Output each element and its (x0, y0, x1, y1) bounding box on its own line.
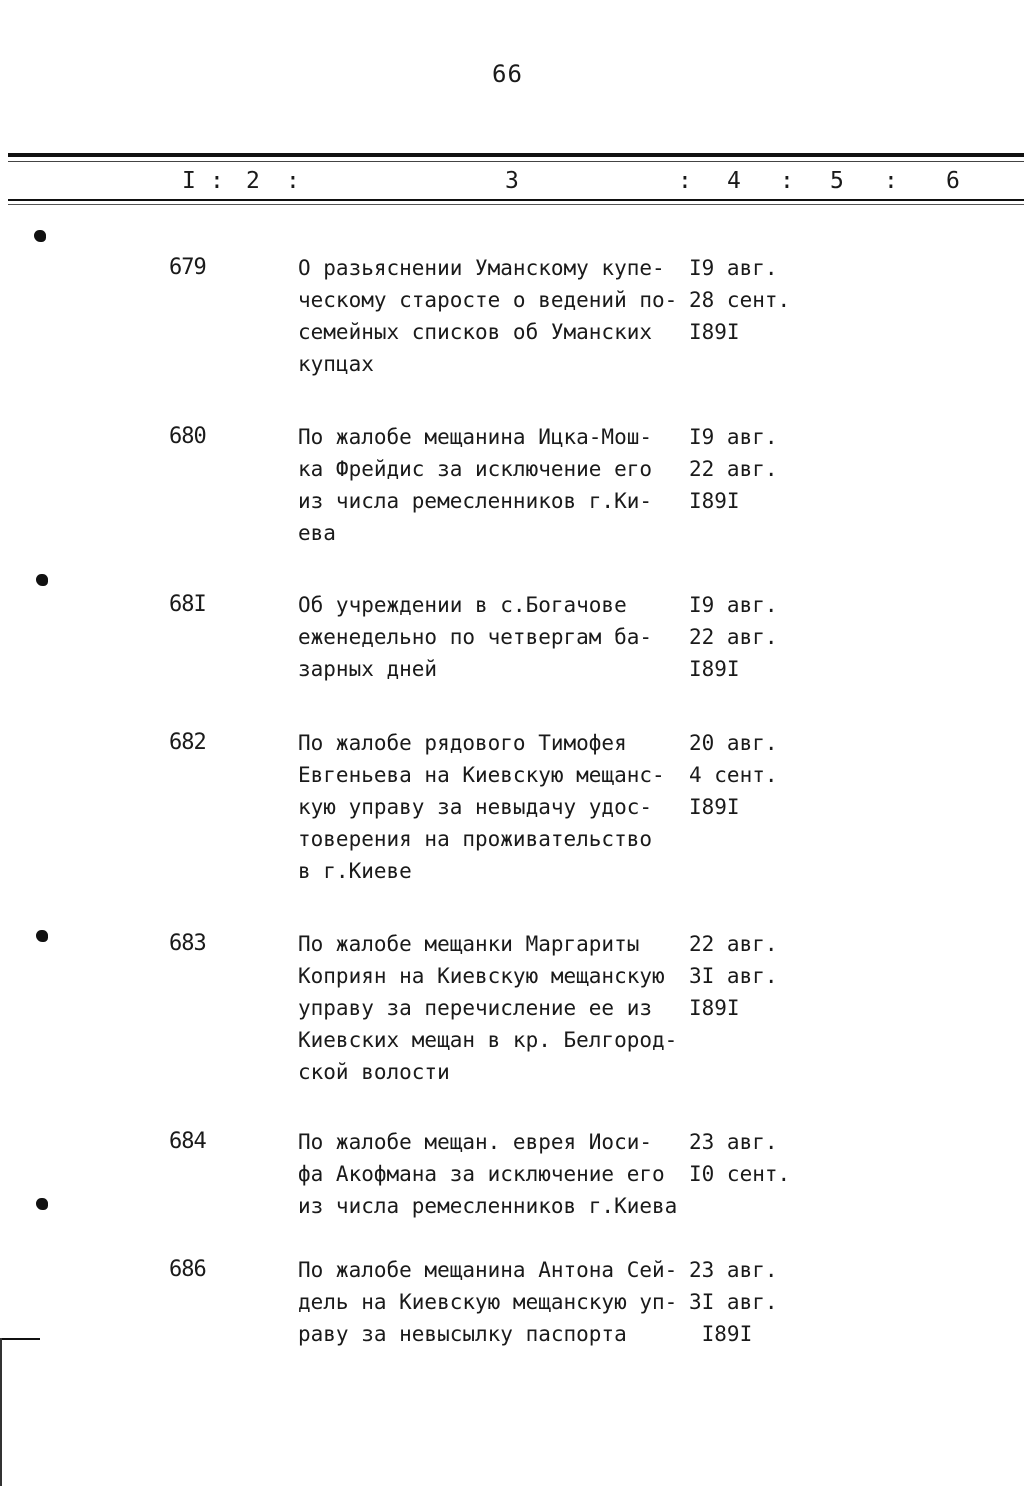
table-header-top-rule-thin (8, 161, 1024, 162)
entry-description (298, 928, 677, 1088)
date-line: I89I (689, 320, 740, 344)
description-line: из числа ремесленников г.Киева (298, 1194, 678, 1218)
description-line: купцах (298, 352, 374, 376)
entry-dates (689, 727, 778, 823)
entry-dates (689, 1254, 778, 1350)
entry-dates (689, 252, 790, 348)
table-header-bottom-rule (8, 199, 1024, 201)
date-line: 22 авг. (689, 457, 778, 481)
entry-number: 686 (169, 1257, 206, 1282)
date-line: I89I (689, 1322, 753, 1346)
date-line: I89I (689, 657, 740, 681)
description-line: ской волости (298, 1060, 450, 1084)
date-line: 3I авг. (689, 964, 778, 988)
date-line: 22 авг. (689, 625, 778, 649)
column-header-4: 4 (727, 168, 741, 194)
date-line: 20 авг. (689, 731, 778, 755)
column-separator: : (780, 168, 794, 194)
page-number: 66 (492, 60, 523, 88)
entry-description (298, 1254, 677, 1350)
description-line: ка Фрейдис за исключение его (298, 457, 653, 481)
margin-ink-mark (36, 574, 48, 586)
entry-description (298, 1126, 677, 1222)
description-line: в г.Киеве (298, 859, 412, 883)
description-line: ческому старосте о ведений по- (298, 288, 678, 312)
column-header-3: 3 (505, 168, 519, 194)
column-separator: : (678, 168, 692, 194)
description-line: дель на Киевскую мещанскую уп- (298, 1290, 678, 1314)
entry-number: 680 (169, 424, 206, 449)
date-line: I89I (689, 996, 740, 1020)
description-line: управу за перечисление ее из (298, 996, 653, 1020)
description-line: По жалобе мещанина Ицка-Мош- (298, 425, 653, 449)
description-line: кую управу за невыдачу удос- (298, 795, 653, 819)
date-line: 23 авг. (689, 1130, 778, 1154)
column-header-1: I (182, 168, 196, 194)
margin-ink-mark (34, 230, 46, 242)
description-line: фа Акофмана за исключение его (298, 1162, 665, 1186)
entry-description (298, 421, 652, 549)
description-line: Об учреждении в с.Богачове (298, 593, 627, 617)
entry-dates (689, 589, 778, 685)
description-line: Евгеньева на Киевскую мещанс- (298, 763, 665, 787)
entry-description (298, 727, 665, 887)
entry-dates (689, 928, 778, 1024)
table-header-top-rule (8, 153, 1024, 157)
date-line: I89I (689, 795, 740, 819)
date-line: 28 сент. (689, 288, 791, 312)
column-header-2: 2 (246, 168, 260, 194)
entry-number: 68I (169, 592, 206, 617)
description-line: семейных списков об Уманских (298, 320, 653, 344)
description-line: из числа ремесленников г.Ки- (298, 489, 653, 513)
column-header-5: 5 (830, 168, 844, 194)
margin-ink-mark (36, 930, 48, 942)
date-line: 4 сент. (689, 763, 778, 787)
description-line: По жалобе мещан. еврея Иоси- (298, 1130, 653, 1154)
description-line: По жалобе мещанина Антона Сей- (298, 1258, 678, 1282)
margin-ink-mark (36, 1198, 48, 1210)
entry-description (298, 252, 677, 380)
entry-number: 682 (169, 730, 206, 755)
date-line: I9 авг. (689, 256, 778, 280)
margin-edge-line (0, 1338, 40, 1340)
date-line: I0 сент. (689, 1162, 791, 1186)
description-line: еженедельно по четвергам ба- (298, 625, 653, 649)
date-line: I89I (689, 489, 740, 513)
entry-dates (689, 1126, 790, 1190)
description-line: раву за невысылку паспорта (298, 1322, 627, 1346)
description-line: По жалобе мещанки Маргариты (298, 932, 640, 956)
description-line: О разьяснении Уманскому купе- (298, 256, 665, 280)
entry-number: 683 (169, 931, 206, 956)
date-line: 3I авг. (689, 1290, 778, 1314)
entry-description (298, 589, 652, 685)
date-line: 23 авг. (689, 1258, 778, 1282)
date-line: I9 авг. (689, 425, 778, 449)
date-line: 22 авг. (689, 932, 778, 956)
entry-dates (689, 421, 778, 517)
description-line: Киевских мещан в кр. Белгород- (298, 1028, 678, 1052)
column-separator: : (210, 168, 224, 194)
date-line: I9 авг. (689, 593, 778, 617)
description-line: товерения на проживательство (298, 827, 653, 851)
column-separator: : (286, 168, 300, 194)
table-header-bottom-rule-thin (8, 204, 1024, 205)
entry-number: 684 (169, 1129, 206, 1154)
margin-edge-line (0, 1338, 2, 1486)
description-line: По жалобе рядового Тимофея (298, 731, 627, 755)
description-line: ева (298, 521, 336, 545)
column-separator: : (884, 168, 898, 194)
entry-number: 679 (169, 255, 206, 280)
description-line: Коприян на Киевскую мещанскую (298, 964, 665, 988)
column-header-6: 6 (946, 168, 960, 194)
description-line: зарных дней (298, 657, 438, 681)
